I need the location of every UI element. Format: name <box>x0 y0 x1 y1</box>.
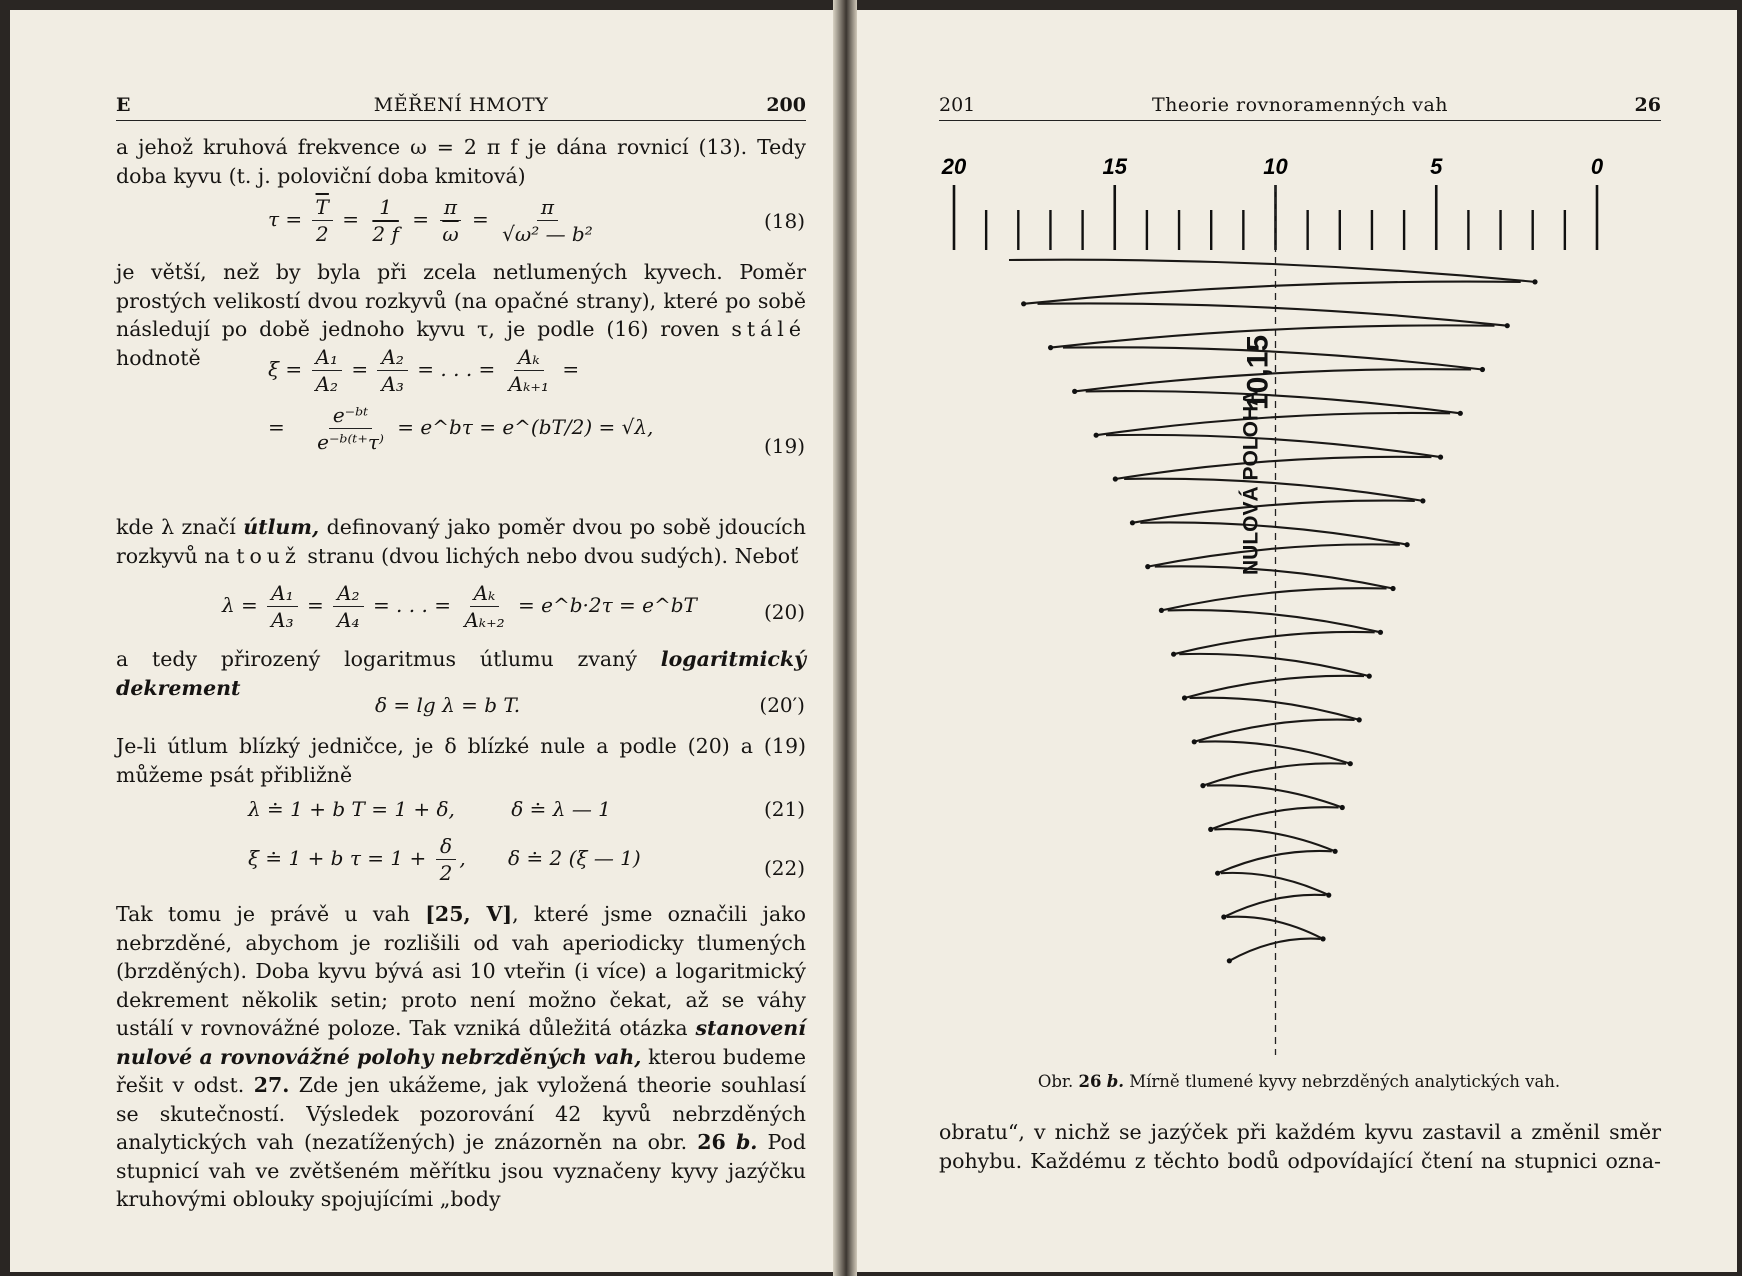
equation-19-number: (19) <box>763 434 805 458</box>
running-title: Theorie rovnoramenných vah <box>1151 94 1449 116</box>
turning-point <box>1021 301 1026 306</box>
balance-scale-labels <box>941 154 1604 179</box>
equation-19-line-1: ξ = $\frac{\text{A₁}}{\text{A₂}}$ = $\frac{\text{A₂}}{\text{A₃}}$ = . . . = $\frac{\text{Aₖ}}{\text{Aₖ₊₁}}$ = <box>268 345 580 396</box>
turning-point <box>1227 958 1232 963</box>
swing-arc <box>1194 720 1354 742</box>
paragraph-5: Je-li útlum blízký jedničce, je δ blízké nule a podle (20) a (19) můžeme psát přibližně <box>116 734 806 787</box>
section-number: 26 <box>1634 94 1661 116</box>
paragraph-6: Tak tomu je právě u vah [25, V], které jsme označili jako nebrzděné, abychom je rozlišili od vah aperiodicky tlumených (brzděných). Doba kyvu bývá asi 10 vteřin (i více) a logaritmický dekrement několik setin; proto není možno čekat, až se váhy ustálí v rovnovážné poloze. Tak vzniká důležitá otázka stanovení nulové a rovnovážné polohy nebrzděných vah, kterou budeme řešit v odst. 27. Zde jen ukážeme, jak vyložená theorie souhlasí se skutečností. Výsledek pozorování 42 kyvů nebrzděných analytických vah (nezatížených) je znázorněn na obr. 26 b. Pod stupnicí vah ve zvětšeném měřítku jsou vyznačeny kyvy jazýčku kruhovými oblouky spojujícími „body <box>116 902 806 1211</box>
swing-arc <box>1179 654 1369 676</box>
swing-arc <box>1174 632 1375 654</box>
left-running-head <box>116 86 806 121</box>
turning-point <box>1340 805 1345 810</box>
turning-point <box>1208 827 1213 832</box>
turning-point <box>1438 455 1443 460</box>
turning-point <box>1192 739 1197 744</box>
equation-20-prime: δ = lg λ = b T. <box>375 693 521 717</box>
turning-point <box>1094 433 1099 438</box>
equation-21-number: (21) <box>763 797 805 821</box>
turning-point <box>1405 542 1410 547</box>
figure-caption: Obr. 26 b. Mírně tlumené kyvy nebrzděných analytických vah. <box>1037 1072 1561 1091</box>
turning-point <box>1113 476 1118 481</box>
running-title: MĚŘENÍ HMOTY <box>373 94 549 116</box>
equation-20-number: (20) <box>763 600 805 624</box>
turning-point <box>1367 674 1372 679</box>
turning-point <box>1171 652 1176 657</box>
zero-position-label: NULOVÁ POLOHA <box>1239 390 1263 575</box>
oscillation-figure <box>857 10 1737 1080</box>
scale-label: 20 <box>941 154 967 179</box>
book-gutter <box>833 0 857 1276</box>
left-page <box>10 10 833 1272</box>
equation-18: τ = $\frac{\overline{T}}{2}$ = $\frac{1}{2 f}$ = $\frac{\pi}{\omega}$ = $\frac{\pi}{\text{√ω² — b²}}$ <box>268 195 593 246</box>
swing-arc <box>1148 544 1400 566</box>
equation-19-line-2: = $\frac{\text{e⁻ᵇᵗ}}{\text{e⁻ᵇ⁽ᵗ⁺τ⁾}}$ = e^bτ = e^(bT/2) = √λ, <box>268 403 654 454</box>
balance-scale-ticks <box>954 185 1597 250</box>
paragraph-1: a jehož kruhová frekvence ω = 2 π f je dána rovnicí (13). Tedy doba kyvu (t. j. poloviční doba kmitová) <box>116 135 806 188</box>
paragraph-2: je větší, než by byla při zcela netlumených kyvech. Poměr prostých velikostí dvou rozkyvů (na opačné strany), které po sobě následují po době jednoho kyvu τ, je podle (16) roven stálé hodnotě <box>116 260 806 370</box>
equation-20-prime-number: (20′) <box>759 693 805 717</box>
scale-label: 15 <box>1102 154 1127 179</box>
turning-point <box>1221 914 1226 919</box>
equation-21: λ ≐ 1 + b T = 1 + δ, δ ≐ λ — 1 <box>248 797 611 821</box>
swing-arc <box>1221 873 1329 895</box>
swing-arc <box>1140 522 1407 544</box>
chapter-letter: E <box>116 94 131 116</box>
swing-arc <box>1190 698 1360 720</box>
swing-arc <box>1211 807 1339 829</box>
swing-arc <box>1024 282 1521 304</box>
turning-point <box>1420 498 1425 503</box>
page-number: 201 <box>939 94 976 116</box>
swing-arc <box>1124 479 1423 501</box>
swing-arc <box>1203 763 1346 785</box>
turning-point <box>1378 630 1383 635</box>
swing-arc <box>1168 610 1381 632</box>
turning-point <box>1200 783 1205 788</box>
turning-point <box>1390 586 1395 591</box>
equation-22-number: (22) <box>763 856 805 880</box>
turning-point <box>1458 411 1463 416</box>
turning-point <box>1145 564 1150 569</box>
paragraph-right-1: obratu“, v nichž se jazýček při každém kyvu zastavil a změnil směr pohybu. Každému z těchto bodů odpovídající čtení na stupnici ozna- <box>939 1120 1661 1173</box>
swing-arc <box>1155 566 1393 588</box>
swing-arc <box>1207 785 1342 807</box>
turning-point <box>1182 695 1187 700</box>
turning-point <box>1159 608 1164 613</box>
turning-point <box>1130 520 1135 525</box>
swing-arc <box>1115 457 1431 479</box>
turning-point <box>1505 323 1510 328</box>
turning-point <box>1480 367 1485 372</box>
swing-arc <box>1132 501 1414 523</box>
scale-label: 10 <box>1263 154 1288 179</box>
turning-point <box>1048 345 1053 350</box>
turning-point <box>1072 389 1077 394</box>
turning-point <box>1333 849 1338 854</box>
swing-arc <box>1214 829 1335 851</box>
right-page <box>857 10 1737 1272</box>
turning-point <box>1532 279 1537 284</box>
turning-point <box>1320 936 1325 941</box>
turning-point <box>1357 717 1362 722</box>
turning-point <box>1348 761 1353 766</box>
swing-arc <box>1009 260 1535 282</box>
swing-arc <box>1199 741 1351 763</box>
swing-arc <box>1224 895 1326 917</box>
page-number: 200 <box>766 94 806 116</box>
scale-label: 5 <box>1430 154 1443 179</box>
scale-label: 0 <box>1590 154 1604 179</box>
swing-arc <box>1185 676 1365 698</box>
equation-22: ξ ≐ 1 + b τ = 1 + $\frac{\delta}{2}$ , δ ≐ 2 (ξ — 1) <box>248 834 641 885</box>
swing-arc <box>1161 588 1386 610</box>
paragraph-3: kde λ značí útlum, definovaný jako poměr dvou po sobě jdoucích rozkyvů na touž stranu (dvou lichých nebo dvou sudých). Neboť <box>116 515 806 568</box>
swing-arc <box>1096 413 1450 435</box>
equation-18-number: (18) <box>763 209 805 233</box>
turning-point <box>1326 893 1331 898</box>
swing-arc <box>1038 303 1508 325</box>
paragraph-4: a tedy přirozený logaritmus útlumu zvaný logaritmický dekrement <box>116 647 806 700</box>
swing-arc <box>1106 435 1441 457</box>
zero-position-value: 10,15 <box>1241 334 1275 410</box>
turning-point <box>1215 871 1220 876</box>
equation-20: λ = $\frac{\text{A₁}}{\text{A₃}}$ = $\frac{\text{A₂}}{\text{A₄}}$ = . . . = $\frac{\text{Aₖ}}{\text{Aₖ₊₂}}$ = e^b·2τ = e^bT <box>222 581 697 632</box>
swing-arc <box>1218 851 1332 873</box>
